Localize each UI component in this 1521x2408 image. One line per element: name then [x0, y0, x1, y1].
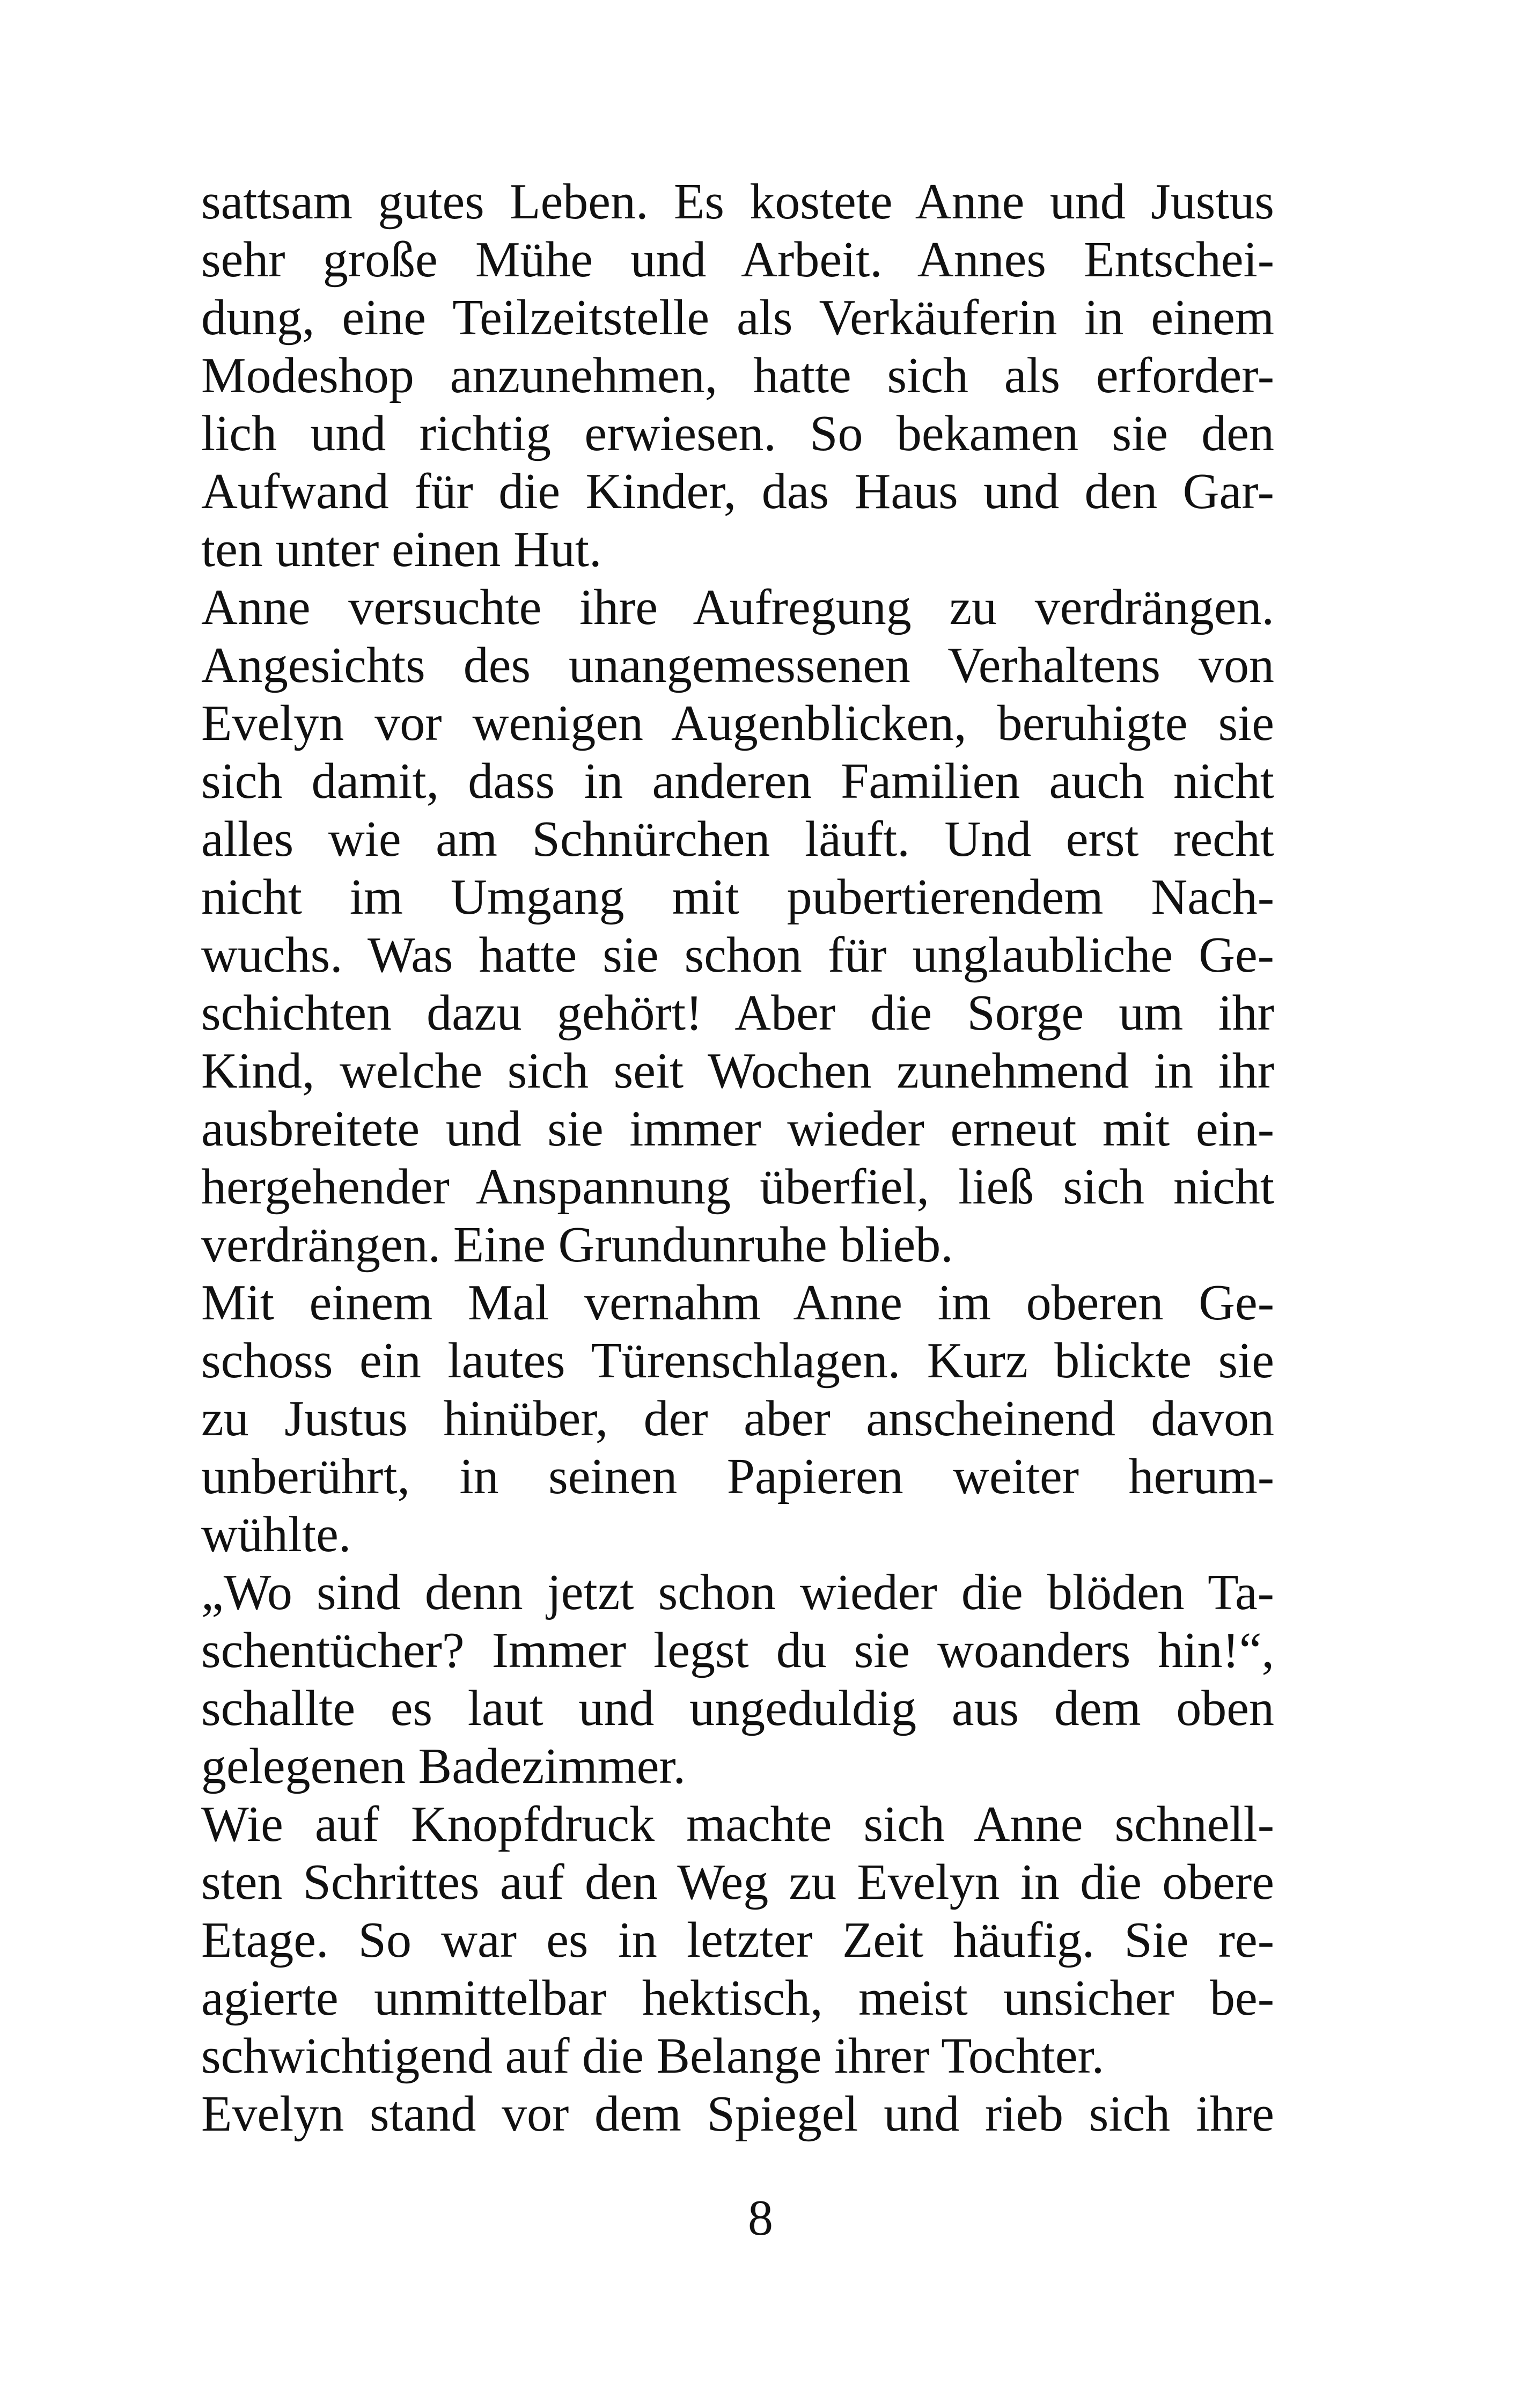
text-line: ausbreitete und sie immer wieder erneut mit ein-: [201, 1101, 1274, 1157]
text-line: schallte es laut und ungeduldig aus dem oben: [201, 1680, 1274, 1736]
text-line: sehr große Mühe und Arbeit. Annes Entschei-: [201, 232, 1274, 288]
text-line: sich damit, dass in anderen Familien auch nicht: [201, 753, 1274, 809]
page-number: 8: [748, 2190, 773, 2246]
text-line: Kind, welche sich seit Wochen zunehmend in ihr: [201, 1043, 1274, 1099]
text-line: schentücher? Immer legst du sie woanders hin!“,: [201, 1623, 1274, 1678]
text-line: schwichtigend auf die Belange ihrer Tochter.: [201, 2028, 1105, 2084]
body-text: [201, 173, 1274, 2143]
text-line: „Wo sind denn jetzt schon wieder die blöden Ta-: [201, 1565, 1274, 1620]
text-line: lich und richtig erwiesen. So bekamen sie den: [201, 406, 1274, 461]
text-line: Anne versuchte ihre Aufregung zu verdrängen.: [201, 579, 1274, 635]
text-line: ten unter einen Hut.: [201, 522, 602, 577]
text-line: Aufwand für die Kinder, das Haus und den Gar-: [201, 464, 1274, 519]
text-line: nicht im Umgang mit pubertierendem Nach-: [201, 869, 1274, 925]
text-line: sten Schrittes auf den Weg zu Evelyn in die obere: [201, 1854, 1274, 1910]
text-line: schoss ein lautes Türenschlagen. Kurz blickte sie: [201, 1333, 1274, 1389]
text-line: Evelyn stand vor dem Spiegel und rieb sich ihre: [201, 2086, 1274, 2142]
text-line: Etage. So war es in letzter Zeit häufig. Sie re-: [201, 1912, 1274, 1968]
text-line: wühlte.: [201, 1507, 351, 1562]
text-line: alles wie am Schnürchen läuft. Und erst recht: [201, 811, 1274, 867]
text-line: schichten dazu gehört! Aber die Sorge um ihr: [201, 985, 1274, 1041]
text-line: Evelyn vor wenigen Augenblicken, beruhigte sie: [201, 695, 1274, 751]
text-line: zu Justus hinüber, der aber anscheinend davon: [201, 1391, 1274, 1447]
text-line: wuchs. Was hatte sie schon für unglaubliche Ge-: [201, 927, 1274, 983]
text-line: dung, eine Teilzeitstelle als Verkäuferin in einem: [201, 290, 1274, 346]
text-line: Mit einem Mal vernahm Anne im oberen Ge-: [201, 1275, 1274, 1331]
text-line: sattsam gutes Leben. Es kostete Anne und Justus: [201, 174, 1274, 230]
text-line: Angesichts des unangemessenen Verhaltens von: [201, 637, 1274, 693]
text-line: agierte unmittelbar hektisch, meist unsicher be-: [201, 1970, 1274, 2026]
text-line: Wie auf Knopfdruck machte sich Anne schnell-: [201, 1796, 1274, 1852]
text-line: verdrängen. Eine Grundunruhe blieb.: [201, 1217, 953, 1273]
text-line: unberührt, in seinen Papieren weiter herum-: [201, 1449, 1274, 1504]
text-line: hergehender Anspannung überfiel, ließ sich nicht: [201, 1159, 1274, 1215]
text-line: gelegenen Badezimmer.: [201, 1738, 686, 1794]
text-line: Modeshop anzunehmen, hatte sich als erforder-: [201, 348, 1274, 403]
